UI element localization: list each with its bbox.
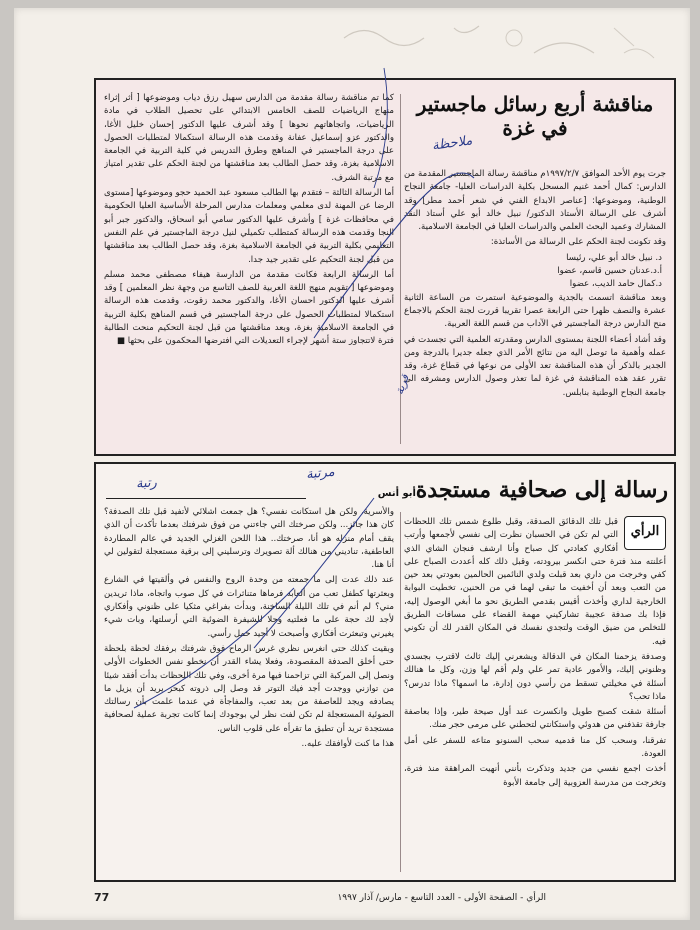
- paragraph: وبقيت كذلك حتى انغرس نظري غرس الرماح فوق شرفتك برفقك لحظة بلحظة حتى أخلق الصدفة المقصودة، وفعلا يشاء القدر أن نخطو نفس الخطوات الأولى ونصل إلى المركبة التي تزاحمنا فيها مرة أخرى، وفي تلك اللحظات بدأت أفقد شيئا من توازني ووجدت أجد فيك التوتر قد وصل إلى ذروته كبحر يريد أن يزيل ما يصادفه ويجد للعاصفة من بعد تعب، والمفاجأة في عندما علمت بأن رسالتك الضوئية المستعجلة لم تكن لفت نظر لي بوجودك إنما كانت تجربة عملية لصحافية مستجدة تريد أن تطبق ما تقرأه على قلوب الناس.: [104, 643, 394, 734]
- handwritten-note: رتبة: [135, 475, 158, 492]
- top-doodle-decoration: [14, 8, 690, 78]
- paragraph: وبعد مناقشة اتسمت بالجدية والموضوعية استمرت من الساعة الثانية عشرة والنصف ظهرا حتى الرابعة عصرا تقريبا قررت لجنة الحكم بالاجماع منح الدارس درجة الماجستير في الآداب من قسم اللغة العربية.: [404, 292, 666, 330]
- paragraph: أما الرسالة الرابعة فكانت مقدمة من الدارسة هيفاء مصطفى محمد مسلم وموضوعها [ تقويم منهج اللغة العربية للصف التاسع من وجهة نظر المعلمين ] وقد أشرف عليها الدكتور احسان الأغا، والدكتور محمد زقوت، وقدمت هذه الرسالة استكمالا لمتطلبات الحصول على درجة الماجستير في قسم المناهج بكلية التربية في الجامعة الاسلامية بغزة، وبعد مناقشتها من قبل لجنة التحكيم منحت الطالبة فترة لاتتجاوز ستة أشهر لإجراء التعديلات التي افترضها المحكمون على بحثها ■: [104, 269, 394, 347]
- page-number: 77: [94, 891, 110, 904]
- paragraph: أما الرسالة الثالثة – فتقدم بها الطالب مسعود عبد الحميد حجو وموضوعها [مستوى الرضا عن المهنة لدى معلمي ومعلمات مدارس المرحلة الأساسية العليا الحكومية في محافظات غزة ] وأشرف عليها الدكتور سامي أبو اسحاق، والدكتور جبر أبو النجا وقدمت هذه الرسالة كمتطلب تكميلي لنيل درجة الماجستير في علم النفس التعليمي بكلية التربية في الجامعة الاسلامية بغزة، وقد حصل الطالب بعد مناقشتها من قبل لجنة التحكيم على تقدير جيد جدا.: [104, 188, 394, 265]
- paragraph: وقد أشاد أعضاء اللجنة بمستوى الدارس ومقدرته العلمية التي تجسدت في عمله وأهمية ما توصل اليه من نتائج الأمر الذي جعله جديرا بالدرجة ومن الجدير بالذكر أن هذه المناقشة تعد الأولى من نوعها في قطاع غزة، وقد تقرر عقد هذه المناقشة في غزة لما تعذر وصول الدارس ومشرفه الى جامعة النجاح الوطنية بنابلس.: [404, 334, 666, 398]
- committee-member: أ.د.عدنان حسين قاسم، عضوا: [557, 266, 662, 277]
- column-badge: الرأي: [624, 516, 666, 550]
- handwritten-note: ملاحظة: [431, 133, 474, 154]
- article2-right-column: [404, 516, 666, 874]
- article1-title: مناقشة أربع رسائل ماجستير في غزة: [416, 92, 654, 140]
- paragraph: تفرقنا، وسحب كل منا قدميه سحب السنونو متاعه للسفر على أمل العودة.: [404, 735, 666, 760]
- article-masters-theses: [94, 78, 676, 456]
- footer-issue-info: الرأي - الصفحة الأولى - العدد التاسع - مارس/ آذار ١٩٩٧: [337, 893, 546, 903]
- column-divider: [400, 512, 401, 872]
- paragraph: جرت يوم الأحد الموافق ١٩٩٧/٢/٧م مناقشة رسالة الماجستير المقدمة من الدارس: كمال أحمد غنيم المسحل بكلية الدراسات العليا- جامعة النجاح الوطنية، وموضوعها: [عناصر الابداع الفني في شعر أحمد مطر] وقد أشرف على الرسالة الأستاذ الدكتور/ نبيل خالد أبو علي أستاذ النقد المشارك وعميد البحث العلمي والدراسات العليا في الجامعة الاسلامية.: [404, 169, 666, 233]
- author-rule: [106, 498, 306, 499]
- paragraph: والأسرية، ولكن هل استكانت نفسي؟ هل جمعت اشلائي لأتفيد قبل تلك الصدفة؟ كان هذا جائز... ولكن صرختك التي جاءتني من فوق شرفتك بعدما تأكدت أن الذي يقف أمام منزله هو أنا، صرختك.. هذا اللحن الغزلي الجديد في عالم المطاردة العاطفية، تناديني من هنالك ألة تصويرك وترسليني إلى برقية مستعجلة لتقولين لي أنا هنا.: [104, 507, 394, 571]
- committee-member: د. نبيل خالد أبو علي، رئيسا: [566, 252, 662, 263]
- committee-member: د.كمال حامد الديب، عضوا: [569, 279, 662, 290]
- paragraph: أسئلة شقت كصبح طويل وانكسرت عند أول صيحة طير، وإذا بعاصفة جارفة تقذفني من هدوئي واستكانتي لتحطني على مرمى حجر منك.: [404, 707, 666, 731]
- article-letter-to-journalist: [94, 462, 676, 882]
- paragraph: وقد تكونت لجنة الحكم على الرسالة من الأساتذة:: [490, 237, 666, 248]
- page-footer: [94, 888, 676, 908]
- paragraph: كما تم مناقشة رسالة مقدمة من الدارس سهيل رزق دياب وموضوعها [ أثر إثراء منهاج الرياضيات للصف الخامس الابتدائي على تحصيل الطلاب في مادة الرياضيات، واتجاهاتهم نحوها ] وقد أشرف عليها الدكتور إحسان خليل الأغا، والدكتور عزو إسماعيل عفانة وقدمت هذه الرسالة استكمالا لمتطلبات الحصول على درجة الماجستير في المناهج وطرق التدريس في كلية التربية في الجامعة الاسلامية بغزة، وقد حصل الطالب بعد مناقشتها من لجنة الحكم على تقدير امتياز مع مرتبة الشرف.: [104, 93, 394, 183]
- paragraph: أخذت اجمع نفسي من جديد وتذكرت بأنني أنهيت المراهقة منذ فترة، وتخرجت من مدرسة العزوبية إلى جامعة الأبوة: [404, 764, 666, 788]
- article1-left-column: [104, 92, 394, 448]
- paragraph: عند ذلك عدت إلى ما جمعته من وحدة الروح والنفس في وألقيتها في الشارع وبعثرتها كطفل تعب من ألعابه فرماها متناثرات في كل صوب واتجاه، ماذا تريدين مني؟ لم أنم في تلك الليلة الساخنة، وبدأت بفراغي مثكيا على ظنوني وأفكاري لأجد لك حجة على ما فعلتيه وحلا للشيفرة الضوئية التي أرسلتها، وبات شيء يغيرني وتبعثرت أفكاري وأصبحت لا أجيد حمل رأسي.: [104, 575, 394, 639]
- paragraph: قبل تلك الدقائق الصدقة، وقبل طلوع شمس تلك اللحظات التي لم تكن في الحسبان نظرت إلى نفسي لأجمعها وأرتب أفكاري كعادتي كل صباح وأنا ارشف فنجان الشاي الذي أعلنته منذ فترة حتى انكسر بيرودته، وقبل ذلك كله أعددت الصباح على كفي وخرجت من داري بعد قبلت ولدي النائمين الحالمين بعودتي بعد حين من التعب وبعد أن أخفيت ما تبقى لهما في من الحنين، تخطيت البوابة الخارجية لداري وأخذت أقيس بقدمي الطريق نحو ما أبغي الوصول إليه، فإذا بك صدفة عجيبة تشاركيني مهمة القضاء على مسافات الطريق للتخلص من ضيق الوقت ولتجدي نفسك في المكان القدر لك أن تكوني فيه.: [404, 517, 666, 647]
- article2-title: رسالة إلى صحافية مستجدة: [415, 477, 668, 503]
- magazine-page: [14, 8, 690, 920]
- article2-author: أبو أنس: [377, 488, 416, 499]
- paragraph: هذا ما كنت لأوافقك عليه..: [301, 739, 394, 750]
- handwritten-note: قرية: [392, 372, 412, 397]
- article2-left-column: [104, 506, 394, 874]
- handwritten-note: مرتبة: [305, 464, 336, 483]
- paragraph: وصدفة يزحمنا المكان في الدقالة ويشعرني إليك ثالث لاقترب بجسدي وظنوني إليك، والأمور عادية تمر علي ولم أقم لها وزن، وكل ما هنالك أسئلة في مخيلتي تسقط من رأسي دون إدارة، ما اسمها؟ ماذا تدرس؟ ماذا تحب؟: [404, 651, 666, 702]
